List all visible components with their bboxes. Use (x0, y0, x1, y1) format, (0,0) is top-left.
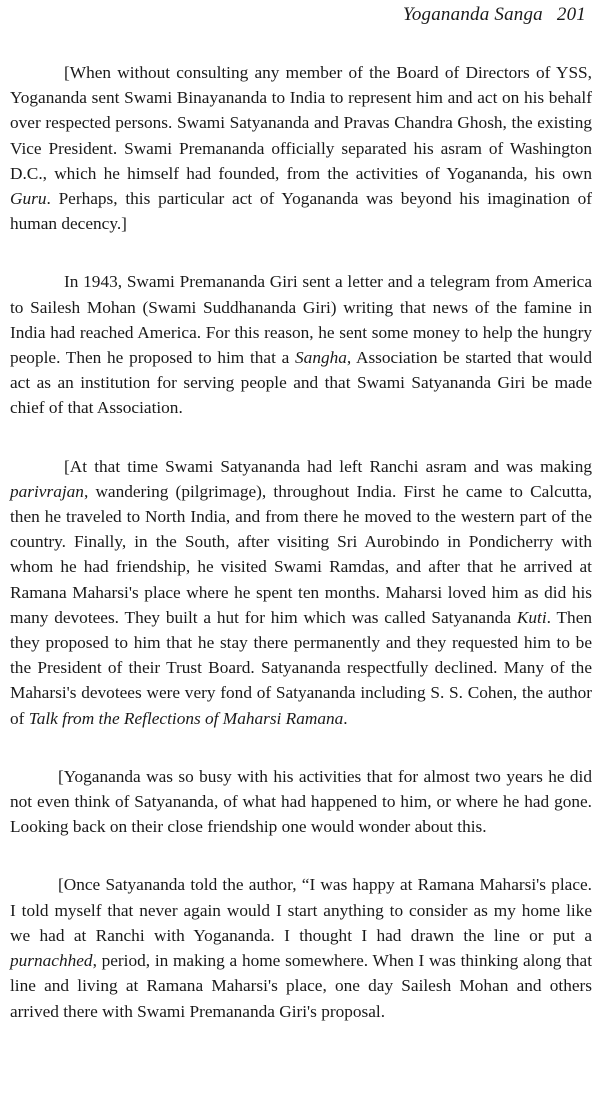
paragraph-board-of-directors: [When without consulting any member of the Board of Directors of YSS, Yogananda sent Swami Binayananda to India to represent him and act on his behalf over respected persons. Swami Satyananda and Pravas Chandra Ghosh, the existing Vice President. Swami Premananda officially separated his asram of Washington D.C., which he himself had founded, from the activities of Yogananda, his own Guru. Perhaps, this particular act of Yogananda was beyond his imagination of human decency.] (10, 63, 592, 234)
page-number: 201 (556, 4, 586, 25)
paragraph-satyananda-travels: [At that time Swami Satyananda had left Ranchi asram and was making parivrajan, wandering (pilgrimage), throughout India. First he came to Calcutta, then he traveled to North India, and from there he moved to the western part of the country. Finally, in the South, after visiting Sri Aurobindo in Pondicherry with whom he had friendship, he visited Swami Ramdas, and after that he arrived at Ramana Maharsi's place where he spent ten months. Maharsi loved him as did his many devotees. They built a hut for him which was called Satyananda Kuti. Then they proposed to him that he stay there permanently and they requested him to be the President of their Trust Board. Satyananda respectfully declined. Many of the Maharsi's devotees were very fond of Satyananda including S. S. Cohen, the author of Talk from the Reflections of Maharsi Ramana. (10, 456, 593, 728)
italic-term: purnachhed (10, 951, 93, 971)
italic-term: Sangha (295, 348, 347, 368)
italic-book-title: Talk from the Reflections of Maharsi Ramana (28, 708, 344, 728)
book-title: Yogananda Sanga (402, 4, 543, 25)
running-header (403, 4, 586, 26)
body-text (10, 60, 592, 1057)
italic-term: parivrajan (10, 481, 84, 501)
paragraph-satyananda-quote: [Once Satyananda told the author, “I was happy at Ramana Maharsi's place. I told myself that never again would I start anything to consider as my home like we had at Ranchi with Yogananda. I thought I had drawn the line or put a purnachhed, period, in making a home somewhere. When I was thinking along that line and living at Ramana Maharsi's place, one day Sailesh Mohan and others arrived there with Swami Premananda Giri's proposal. (10, 875, 592, 1021)
paragraph-yogananda-busy: [Yogananda was so busy with his activities that for almost two years he did not even think of Satyananda, of what had happened to him, or where he had gone. Looking back on their close friendship one would wonder about this. (10, 766, 592, 837)
italic-term: Guru (10, 189, 47, 209)
paragraph-1943-letter: In 1943, Swami Premananda Giri sent a letter and a telegram from America to Sailesh Mohan (Swami Suddhananda Giri) writing that news of the famine in India had reached America. For this reason, he sent some money to help the hungry people. Then he proposed to him that a Sangha, Association be started that would act as an institution for serving people and that Swami Satyananda Giri be made chief of that Association. (10, 272, 592, 418)
italic-term: Kuti (516, 607, 547, 627)
